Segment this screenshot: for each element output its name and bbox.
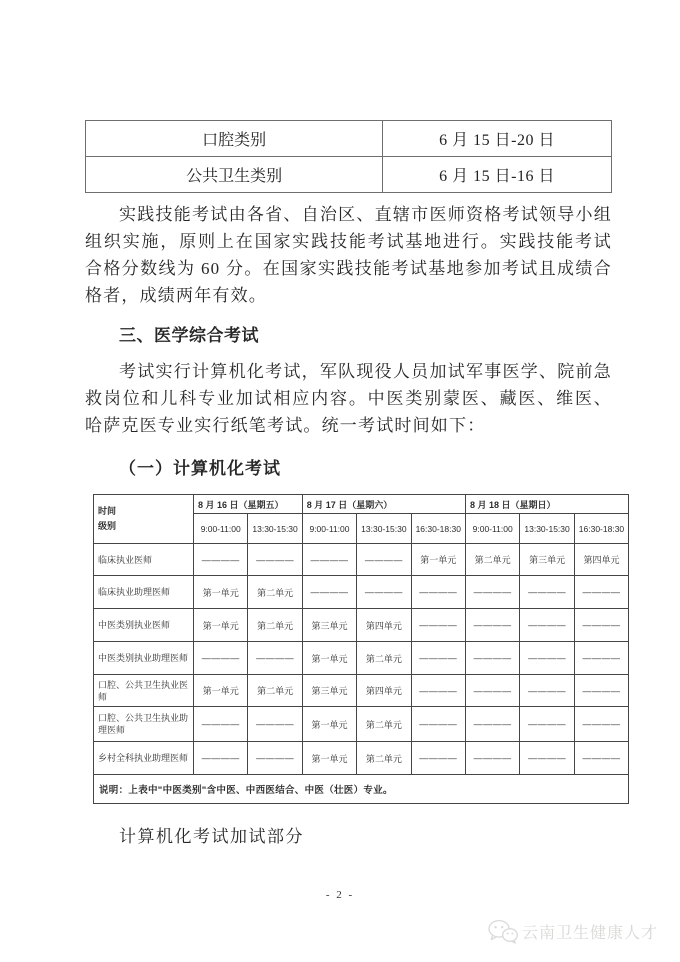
schedule-cell: ———— (465, 576, 519, 609)
schedule-cell: 第二单元 (465, 544, 519, 576)
exam-level: 中医类别执业医师 (94, 609, 194, 642)
schedule-cell: ———— (248, 642, 302, 675)
exam-date: 6 月 15 日-16 日 (383, 157, 612, 193)
schedule-cell: ———— (574, 742, 628, 775)
day-group-header: 8 月 18 日（星期日） (465, 495, 628, 514)
schedule-cell: ———— (520, 609, 574, 642)
schedule-cell: 第一单元 (302, 642, 356, 675)
schedule-cell: ———— (574, 675, 628, 707)
schedule-cell: 第四单元 (574, 544, 628, 576)
subsection-heading-computer-exam: （一）计算机化考试 (119, 459, 281, 478)
schedule-cell: ———— (574, 609, 628, 642)
exam-level: 乡村全科执业助理医师 (94, 742, 194, 775)
schedule-cell: ———— (465, 675, 519, 707)
schedule-cell: 第二单元 (357, 742, 411, 775)
table-row (94, 576, 629, 609)
schedule-cell: 第四单元 (357, 609, 411, 642)
corner-cell (94, 495, 194, 544)
time-slot: 9:00-11:00 (302, 514, 356, 544)
table-row (86, 157, 612, 193)
schedule-cell: ———— (520, 576, 574, 609)
schedule-cell: 第三单元 (302, 675, 356, 707)
schedule-table (93, 494, 629, 804)
day-group-header: 8 月 16 日（星期五） (194, 495, 303, 514)
practical-skills-paragraph: 实践技能考试由各省、自治区、直辖市医师资格考试领导小组组织实施，原则上在国家实践技能考试基地进行。实践技能考试合格分数线为 60 分。在国家实践技能考试基地参加考试且成绩合格者，成绩两年有效。 (85, 205, 612, 305)
exam-level: 口腔、公共卫生执业助理医师 (94, 707, 194, 742)
schedule-cell: 第一单元 (302, 707, 356, 742)
schedule-cell: 第三单元 (302, 609, 356, 642)
time-slot: 9:00-11:00 (194, 514, 248, 544)
schedule-cell: ———— (465, 642, 519, 675)
wechat-icon (487, 919, 518, 944)
schedule-cell: 第二单元 (248, 675, 302, 707)
addendum-text: 计算机化考试加试部分 (119, 827, 304, 846)
schedule-cell: ———— (411, 609, 465, 642)
schedule-cell: 第一单元 (194, 675, 248, 707)
section-heading-medical-comprehensive: 三、医学综合考试 (119, 326, 259, 345)
schedule-note-row (94, 775, 629, 804)
schedule-cell: ———— (194, 742, 248, 775)
corner-label-time: 时间 (98, 506, 117, 516)
schedule-cell: 第二单元 (248, 609, 302, 642)
day-group-header: 8 月 17 日（星期六） (302, 495, 465, 514)
schedule-cell: ———— (411, 576, 465, 609)
schedule-cell: ———— (194, 707, 248, 742)
schedule-cell: ———— (520, 642, 574, 675)
page-number: - 2 - (325, 889, 355, 901)
schedule-cell: ———— (194, 642, 248, 675)
schedule-cell: ———— (574, 642, 628, 675)
schedule-cell: ———— (411, 707, 465, 742)
table-row (94, 642, 629, 675)
time-slot: 16:30-18:30 (411, 514, 465, 544)
schedule-cell: 第一单元 (194, 576, 248, 609)
time-slot: 16:30-18:30 (574, 514, 628, 544)
watermark-text: 云南卫生健康人才 (521, 925, 658, 942)
schedule-cell: ———— (411, 742, 465, 775)
schedule-cell: ———— (357, 544, 411, 576)
schedule-cell: 第一单元 (411, 544, 465, 576)
schedule-header-dates (94, 495, 629, 514)
schedule-cell: 第四单元 (357, 675, 411, 707)
schedule-cell: ———— (411, 642, 465, 675)
exam-level: 口腔、公共卫生执业医师 (94, 675, 194, 707)
table-row (94, 675, 629, 707)
schedule-cell: ———— (520, 675, 574, 707)
schedule-cell: ———— (248, 544, 302, 576)
exam-date: 6 月 15 日-20 日 (383, 121, 612, 157)
exam-level: 临床执业医师 (94, 544, 194, 576)
table-row (94, 742, 629, 775)
exam-category: 口腔类别 (86, 121, 383, 157)
schedule-cell: ———— (302, 544, 356, 576)
schedule-cell: ———— (248, 707, 302, 742)
table-row (86, 121, 612, 157)
schedule-cell: ———— (574, 707, 628, 742)
table-row (94, 707, 629, 742)
corner-label-level: 级别 (98, 521, 117, 531)
top-margin (85, 0, 612, 120)
exam-date-table (85, 120, 612, 193)
schedule-cell: ———— (302, 576, 356, 609)
schedule-cell: ———— (465, 742, 519, 775)
time-slot: 13:30-15:30 (357, 514, 411, 544)
schedule-cell: ———— (520, 742, 574, 775)
schedule-cell: ———— (248, 742, 302, 775)
time-slot: 9:00-11:00 (465, 514, 519, 544)
schedule-cell: 第二单元 (357, 707, 411, 742)
table-row (94, 609, 629, 642)
schedule-cell: ———— (465, 609, 519, 642)
schedule-cell: ———— (574, 576, 628, 609)
schedule-cell: 第一单元 (194, 609, 248, 642)
exam-level: 中医类别执业助理医师 (94, 642, 194, 675)
exam-level: 临床执业助理医师 (94, 576, 194, 609)
schedule-cell: 第二单元 (357, 642, 411, 675)
schedule-cell: 第一单元 (302, 742, 356, 775)
schedule-note: 说明：上表中"中医类别"含中医、中西医结合、中医（壮医）专业。 (94, 775, 629, 804)
schedule-cell: ———— (465, 707, 519, 742)
schedule-cell: ———— (194, 544, 248, 576)
time-slot: 13:30-15:30 (248, 514, 302, 544)
table-row (94, 544, 629, 576)
computer-exam-paragraph: 考试实行计算机化考试，军队现役人员加试军事医学、院前急救岗位和儿科专业加试相应内容。中医类别蒙医、藏医、维医、哈萨克医专业实行纸笔考试。统一考试时间如下： (85, 362, 612, 435)
schedule-cell: 第三单元 (520, 544, 574, 576)
schedule-cell: 第二单元 (248, 576, 302, 609)
time-slot: 13:30-15:30 (520, 514, 574, 544)
schedule-cell: ———— (520, 707, 574, 742)
schedule-cell: ———— (357, 576, 411, 609)
watermark (487, 919, 658, 944)
exam-category: 公共卫生类别 (86, 157, 383, 193)
schedule-cell: ———— (411, 675, 465, 707)
